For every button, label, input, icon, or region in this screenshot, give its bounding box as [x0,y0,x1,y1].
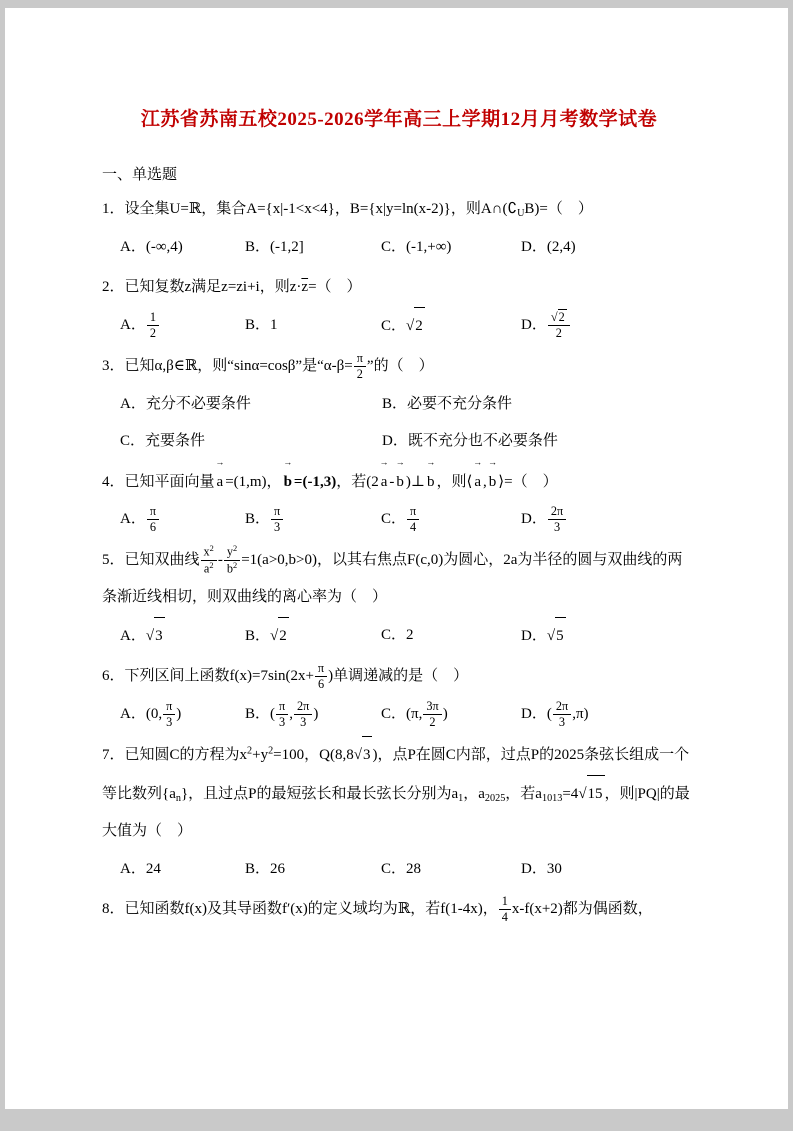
option: C．(π, $\frac{3\pi}{2}$ ) [381,698,448,729]
option: A．(0, $\frac{\pi}{3}$ ) [120,698,182,729]
question-options [102,386,696,461]
question-options [102,851,696,889]
option: C．2 [381,626,414,643]
question-stem: 3．已知α,β∈ℝ，则“sinα=cosβ”是“α-β= $\frac{\pi}{2}$ ”的（ ） [102,351,434,382]
question-7 [102,736,696,888]
question-stem: 8．已知函数f(x)及其导函数f′(x)的定义域均为ℝ，若f(1-4x)， $\frac{1}{4}$ x-f(x+2)都为偶函数， [102,894,653,925]
option: A．√3 [120,617,245,656]
question-8 [102,891,696,929]
question-4 [102,456,696,539]
question-options [102,617,696,656]
option: D．(2,4) [521,238,576,255]
option: D．30 [521,860,562,877]
option: C．√2 [381,307,521,346]
option: C． $\frac{\pi}{4}$ [381,501,521,539]
option: B．26 [245,860,286,877]
option: B．(-1,2] [245,238,304,255]
question-stem: 7．已知圆C的方程为$x^2+y^2=100$，Q(8,8√3 )，点P在圆C内部，过点P的2025条弦长组成一个等比数列$\{a_n\}$，且过点P的最短弦长和最长弦长分别为$a_1$，$a_{2025}$，若$a_{1013}=4√15$ ，则|PQ|的最大值为（ ） [102,736,696,851]
question-5 [102,542,696,656]
option: B．1 [245,316,278,333]
option: B．( $\frac{\pi}{3}$ , $\frac{2\pi}{3}$ ) [245,698,319,729]
option: A．24 [120,860,161,877]
question-stem: 1．设全集U=ℝ，集合A={x|-1<x<4}，B={x|y=ln(x-2)}，则$A\cap(∁_UB)=$（ ） [102,201,593,220]
question-2 [102,269,696,345]
option: C．充要条件 [120,433,206,449]
option: A．(-∞,4) [120,238,183,255]
option: D．既不充分也不必要条件 [382,433,558,449]
exam-paper-page [0,8,793,1131]
option: A．充分不必要条件 [120,395,251,412]
question-stem: 4．已知平面向量 → a =(1,m)， → b =(-1,3)，若(2 → a - → b )⊥ → b ，则⟨ → a , → b ⟩=（ ） [102,456,558,490]
option: B．必要不充分条件 [382,395,513,412]
document-page [5,8,788,1109]
option: C．(-1,+∞) [381,238,452,255]
option: D．√5 [521,617,696,656]
question-list [102,191,696,929]
option: A． $\frac{1}{2}$ [120,307,245,346]
question-stem: 5．已知双曲线 $\frac{x^2}{a^2}$ - $\frac{y^2}{b^2}$ =1(a>0,b>0)，以其右焦点F(c,0)为圆心，2a为半径的圆与双曲线的两条渐近线相切，则双曲线的离心率为（ ） [102,544,683,605]
option: D．( $\frac{2\pi}{3}$ ,π) [521,698,589,729]
page-title: 江苏省苏南五校2025-2026学年高三上学期12月月考数学试卷 [140,109,658,130]
option: C．28 [381,860,422,877]
question-1 [102,191,696,266]
option: B． $\frac{\pi}{3}$ [245,501,381,539]
question-6 [102,658,696,733]
section-header: 一、单选题 [102,167,178,183]
question-options [102,696,696,734]
question-stem: 6．下列区间上函数f(x)=7sin(2x+ $\frac{\pi}{6}$ )单调递减的是（ ） [102,661,469,692]
option: D． $\frac{2\pi}{3}$ [521,501,696,539]
question-options [102,229,696,267]
document-content [5,8,788,929]
option: B．√2 [245,617,381,656]
option: D． $\frac{√2}{2}$ [521,307,696,346]
question-options [102,307,696,346]
option: A． $\frac{\pi}{6}$ [120,501,245,539]
question-options [102,501,696,539]
question-3 [102,348,696,461]
question-stem: 2．已知复数z满足z=zi+i，则$z\cdot\overline{z}=$（ ） [102,279,362,295]
